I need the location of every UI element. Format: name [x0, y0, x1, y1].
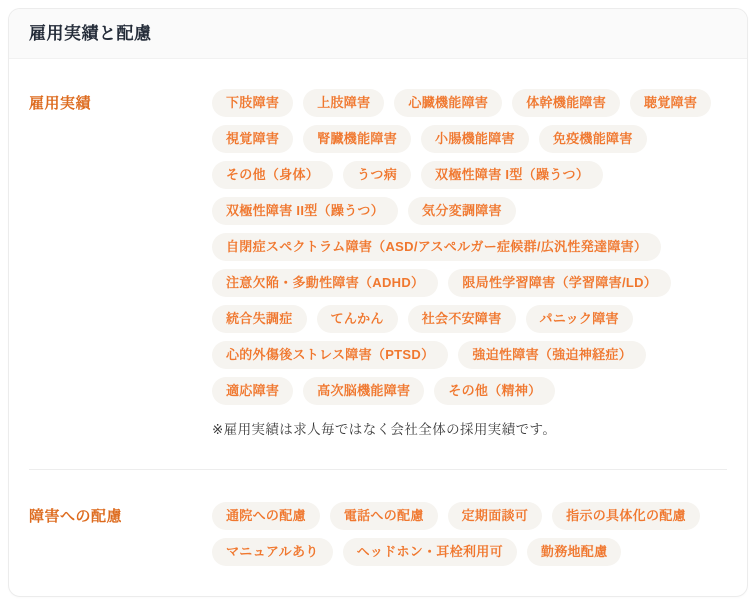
tag: その他（身体） — [212, 161, 333, 189]
tag: 指示の具体化の配慮 — [552, 502, 700, 530]
tag: 注意欠陥・多動性障害（ADHD） — [212, 269, 438, 297]
tag: 上肢障害 — [303, 89, 384, 117]
tag: 強迫性障害（強迫神経症） — [458, 341, 646, 369]
section-divider — [29, 469, 727, 470]
card-header — [9, 9, 747, 59]
tag: パニック障害 — [526, 305, 633, 333]
card-body — [9, 59, 747, 596]
page-title: 雇用実績と配慮 — [29, 24, 152, 43]
tag: 小腸機能障害 — [421, 125, 529, 153]
tag: ヘッドホン・耳栓利用可 — [343, 538, 517, 566]
employment-record-tags — [212, 89, 727, 405]
tag: 気分変調障害 — [408, 197, 516, 225]
employment-record-note: ※雇用実績は求人毎ではなく会社全体の採用実績です。 — [212, 422, 557, 438]
tag: 電話への配慮 — [330, 502, 438, 530]
tag: 免疫機能障害 — [539, 125, 647, 153]
tag: 心臓機能障害 — [394, 89, 502, 117]
tag: 聴覚障害 — [630, 89, 711, 117]
tag: 通院への配慮 — [212, 502, 320, 530]
tag: てんかん — [317, 305, 398, 333]
tag: 自閉症スペクトラム障害（ASD/アスペルガー症候群/広汎性発達障害） — [212, 233, 661, 261]
tag: 体幹機能障害 — [512, 89, 620, 117]
tag: 社会不安障害 — [408, 305, 516, 333]
tag: 統合失調症 — [212, 305, 307, 333]
tag: 高次脳機能障害 — [303, 377, 424, 405]
tag: 双極性障害 II型（躁うつ） — [212, 197, 398, 225]
tag: 限局性学習障害（学習障害/LD） — [448, 269, 671, 297]
tag: 下肢障害 — [212, 89, 293, 117]
tag: うつ病 — [343, 161, 411, 189]
tag: その他（精神） — [434, 377, 555, 405]
considerations-tags — [212, 502, 727, 566]
employment-record-card — [8, 8, 748, 597]
employment-record-label: 雇用実績 — [29, 95, 92, 113]
tag: 腎臓機能障害 — [303, 125, 411, 153]
section-employment-record — [29, 89, 727, 405]
tag: 定期面談可 — [448, 502, 543, 530]
section-considerations — [29, 502, 727, 566]
tag: 勤務地配慮 — [527, 538, 622, 566]
tag: 双極性障害 I型（躁うつ） — [421, 161, 603, 189]
tag: 心的外傷後ストレス障害（PTSD） — [212, 341, 448, 369]
tag: 視覚障害 — [212, 125, 293, 153]
tag: 適応障害 — [212, 377, 293, 405]
considerations-label: 障害への配慮 — [29, 508, 123, 526]
tag: マニュアルあり — [212, 538, 333, 566]
